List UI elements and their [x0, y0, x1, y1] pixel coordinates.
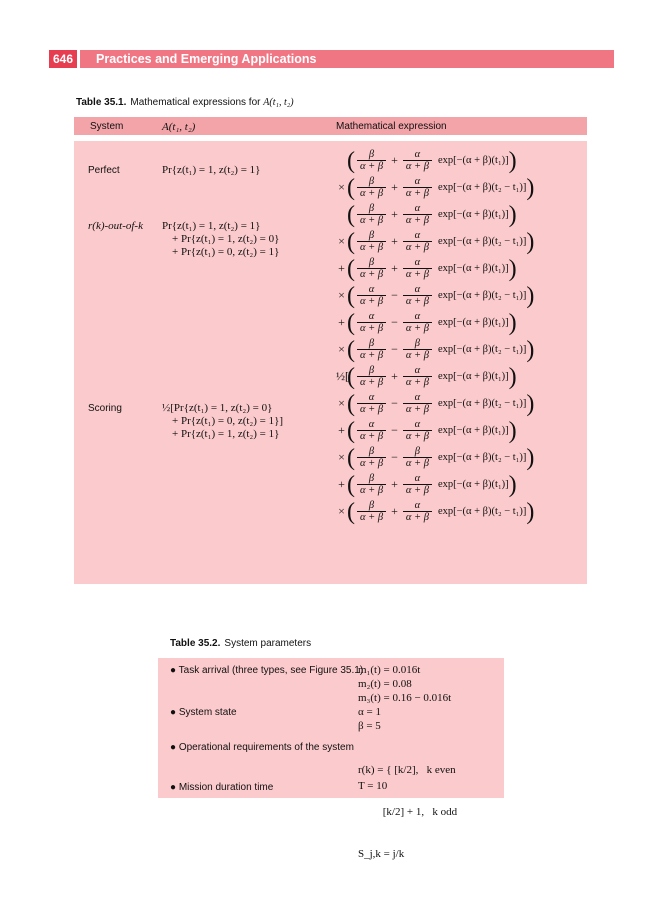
fraction: $\frac{\alpha}{\alpha + \beta}$ [403, 203, 432, 227]
fraction: $\frac{\beta}{\alpha + \beta}$ [357, 446, 386, 470]
formula-line: × ( $\frac{\beta}{\alpha + \beta}$ + $\frac{\alpha}{\alpha + \beta}$ exp[−(α + β)(t₂ − t₁)] ) [336, 174, 534, 201]
fraction: $\frac{\beta}{\alpha + \beta}$ [357, 365, 386, 389]
formula-line: × ( $\frac{\beta}{\alpha + \beta}$ − $\frac{\beta}{\alpha + \beta}$ exp[−(α + β)(t₂ − t₁)] ) [336, 336, 534, 363]
param-system-state: ● System state [170, 707, 237, 718]
value-mission-duration: T = 10 [358, 780, 388, 792]
fraction: $\frac{\alpha}{\alpha + \beta}$ [357, 392, 386, 416]
formula-line: × ( $\frac{\alpha}{\alpha + \beta}$ − $\frac{\alpha}{\alpha + \beta}$ exp[−(α + β)(t₂ − t₁)] ) [336, 282, 534, 309]
formula-line: × ( $\frac{\beta}{\alpha + \beta}$ − $\frac{\beta}{\alpha + \beta}$ exp[−(α + β)(t₂ − t₁)] ) [336, 444, 534, 471]
fraction: $\frac{\beta}{\alpha + \beta}$ [357, 338, 386, 362]
exponential-term: exp[−(α + β)(t₂ − t₁)] [437, 506, 527, 517]
fraction: $\frac{\alpha}{\alpha + \beta}$ [403, 149, 432, 173]
expr-perfect: Pr{z(t₁) = 1, z(t₂) = 1} [162, 164, 261, 176]
exponential-term: exp[−(α + β)(t₁)] [437, 263, 509, 274]
formula-line: ( $\frac{\beta}{\alpha + \beta}$ + $\frac{\alpha}{\alpha + \beta}$ exp[−(α + β)(t₁)] ) [347, 201, 517, 228]
formula-line: + ( $\frac{\alpha}{\alpha + \beta}$ − $\frac{\alpha}{\alpha + \beta}$ exp[−(α + β)(t₁)] ) [336, 309, 534, 336]
formula-line: + ( $\frac{\alpha}{\alpha + \beta}$ − $\frac{\alpha}{\alpha + \beta}$ exp[−(α + β)(t₁)] ) [336, 417, 534, 444]
expr-scoring: ½[Pr{z(t₁) = 1, z(t₂) = 0} + Pr{z(t₁) = 0, z(t₂) = 1}] + Pr{z(t₁) = 1, z(t₂) = 1} [162, 402, 284, 440]
fraction: $\frac{\beta}{\alpha + \beta}$ [357, 473, 386, 497]
fraction: $\frac{\beta}{\alpha + \beta}$ [357, 149, 386, 173]
fraction: $\frac{\alpha}{\alpha + \beta}$ [403, 473, 432, 497]
fraction: $\frac{\alpha}{\alpha + \beta}$ [403, 419, 432, 443]
system-r-out-of-k: r(k)-out-of-k [88, 220, 143, 232]
exponential-term: exp[−(α + β)(t₁)] [437, 371, 509, 382]
exponential-term: exp[−(α + β)(t₁)] [437, 209, 509, 220]
exponential-term: exp[−(α + β)(t₂ − t₁)] [437, 182, 527, 193]
fraction: $\frac{\beta}{\alpha + \beta}$ [403, 338, 432, 362]
chapter-title: Practices and Emerging Applications [80, 50, 614, 68]
param-mission-duration: ● Mission duration time [170, 782, 274, 793]
formula-operator: + [338, 423, 345, 437]
fraction: $\frac{\alpha}{\alpha + \beta}$ [403, 500, 432, 524]
exponential-term: exp[−(α + β)(t₁)] [437, 425, 509, 436]
table2-caption: Table 35.2. System parameters [170, 638, 312, 649]
fraction: $\frac{\alpha}{\alpha + \beta}$ [357, 311, 386, 335]
exponential-term: exp[−(α + β)(t₂ − t₁)] [437, 452, 527, 463]
formula-operator: × [338, 234, 345, 248]
col-system: System [90, 121, 124, 132]
fraction: $\frac{\beta}{\alpha + \beta}$ [403, 446, 432, 470]
math-expression-column [336, 147, 534, 525]
exponential-term: exp[−(α + β)(t₁)] [437, 317, 509, 328]
fraction: $\frac{\alpha}{\alpha + \beta}$ [357, 419, 386, 443]
system-scoring: Scoring [88, 403, 122, 414]
fraction: $\frac{\alpha}{\alpha + \beta}$ [403, 257, 432, 281]
formula-operator: × [338, 450, 345, 464]
col-expression: Mathematical expression [336, 121, 447, 132]
param-task-arrival: ● Task arrival (three types, see Figure 35.1) [170, 665, 364, 676]
value-task-arrival: m₁(t) = 0.016t m₂(t) = 0.08 m₃(t) = 0.16 − 0.016t [358, 664, 452, 704]
formula-operator: × [338, 342, 345, 356]
formula-line: × ( $\frac{\alpha}{\alpha + \beta}$ − $\frac{\alpha}{\alpha + \beta}$ exp[−(α + β)(t₂ − t₁)] ) [336, 390, 534, 417]
fraction: $\frac{\beta}{\alpha + \beta}$ [357, 176, 386, 200]
fraction: $\frac{\alpha}{\alpha + \beta}$ [403, 392, 432, 416]
exponential-term: exp[−(α + β)(t₁)] [437, 479, 509, 490]
formula-operator: × [338, 396, 345, 410]
exponential-term: exp[−(α + β)(t₁)] [437, 155, 509, 166]
fraction: $\frac{\beta}{\alpha + \beta}$ [357, 500, 386, 524]
param-operational-requirements: ● Operational requirements of the system [170, 742, 354, 753]
expr-r-out-of-k: Pr{z(t₁) = 1, z(t₂) = 1} + Pr{z(t₁) = 1, z(t₂) = 0} + Pr{z(t₁) = 0, z(t₂) = 1} [162, 220, 280, 258]
value-operational-requirements: r(k) = { [k/2], k even [k/2] + 1, k odd S_j,k = j/k [358, 764, 458, 860]
system-perfect: Perfect [88, 165, 120, 176]
table1-body [74, 141, 587, 584]
exponential-term: exp[−(α + β)(t₂ − t₁)] [437, 236, 527, 247]
table1-header-row [74, 117, 587, 135]
fraction: $\frac{\alpha}{\alpha + \beta}$ [403, 365, 432, 389]
formula-operator: × [338, 180, 345, 194]
fraction: $\frac{\beta}{\alpha + \beta}$ [357, 203, 386, 227]
formula-line: ½[ ( $\frac{\beta}{\alpha + \beta}$ + $\frac{\alpha}{\alpha + \beta}$ exp[−(α + β)(t₁)] ) [336, 363, 517, 390]
formula-operator: + [338, 261, 345, 275]
exponential-term: exp[−(α + β)(t₂ − t₁)] [437, 344, 527, 355]
fraction: $\frac{\alpha}{\alpha + \beta}$ [403, 176, 432, 200]
exponential-term: exp[−(α + β)(t₂ − t₁)] [437, 398, 527, 409]
formula-operator: + [338, 315, 345, 329]
fraction: $\frac{\alpha}{\alpha + \beta}$ [403, 311, 432, 335]
table1-caption: Table 35.1. Mathematical expressions for A(t₁, t₂) [76, 97, 294, 108]
running-header [49, 50, 614, 68]
formula-line: + ( $\frac{\beta}{\alpha + \beta}$ + $\frac{\alpha}{\alpha + \beta}$ exp[−(α + β)(t₁)] ) [336, 255, 534, 282]
formula-operator: + [338, 477, 345, 491]
exponential-term: exp[−(α + β)(t₂ − t₁)] [437, 290, 527, 301]
fraction: $\frac{\beta}{\alpha + \beta}$ [357, 230, 386, 254]
formula-line: ( $\frac{\beta}{\alpha + \beta}$ + $\frac{\alpha}{\alpha + \beta}$ exp[−(α + β)(t₁)] ) [347, 147, 517, 174]
formula-line: × ( $\frac{\beta}{\alpha + \beta}$ + $\frac{\alpha}{\alpha + \beta}$ exp[−(α + β)(t₂ − t₁)] ) [336, 498, 534, 525]
table2-body [158, 658, 504, 860]
col-availability: A(t₁, t₂) [162, 121, 196, 133]
formula-line: + ( $\frac{\beta}{\alpha + \beta}$ + $\frac{\alpha}{\alpha + \beta}$ exp[−(α + β)(t₁)] ) [336, 471, 534, 498]
formula-operator: × [338, 288, 345, 302]
fraction: $\frac{\alpha}{\alpha + \beta}$ [403, 230, 432, 254]
formula-operator: ½[ [336, 369, 349, 383]
fraction: $\frac{\beta}{\alpha + \beta}$ [357, 257, 386, 281]
page-number: 646 [49, 50, 77, 68]
formula-operator: × [338, 504, 345, 518]
value-system-state: α = 1 β = 5 [358, 706, 381, 732]
fraction: $\frac{\alpha}{\alpha + \beta}$ [403, 284, 432, 308]
formula-line: × ( $\frac{\beta}{\alpha + \beta}$ + $\frac{\alpha}{\alpha + \beta}$ exp[−(α + β)(t₂ − t₁)] ) [336, 228, 534, 255]
fraction: $\frac{\alpha}{\alpha + \beta}$ [357, 284, 386, 308]
